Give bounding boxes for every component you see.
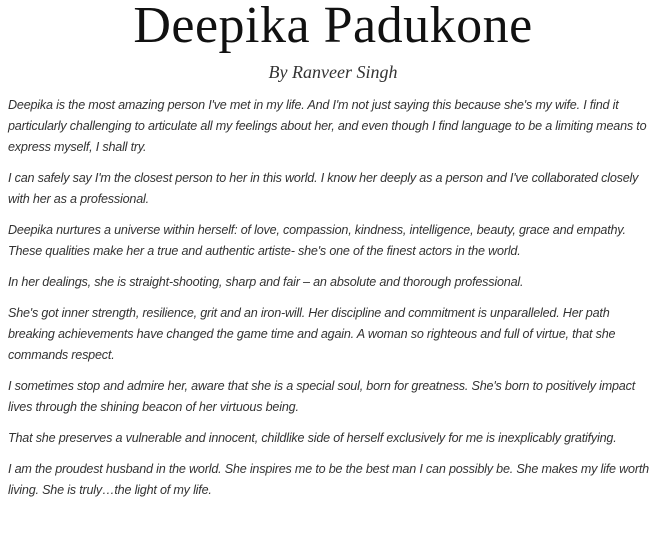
paragraph: I am the proudest husband in the world. She inspires me to be the best man I can possibly be. She makes my life worth living. She is truly…the light of my life. (8, 462, 649, 497)
paragraph: That she preserves a vulnerable and innocent, childlike side of herself exclusively for me is inexplicably gratifying. (8, 431, 617, 445)
byline: By Ranveer Singh (268, 62, 398, 82)
paragraph: I can safely say I'm the closest person to her in this world. I know her deeply as a person and I've collaborated closely with her as a professional. (8, 171, 639, 206)
paragraph: Deepika nurtures a universe within herself: of love, compassion, kindness, intelligence, beauty, grace and empathy. These qualities make her a true and authentic artiste- she's one of the finest actors in the world. (8, 223, 626, 258)
page-title: Deepika Padukone (133, 0, 533, 54)
paragraph: Deepika is the most amazing person I've met in my life. And I'm not just saying this because she's my wife. I find it particularly challenging to articulate all my feelings about her, and even though I find language to be a limiting means to express myself, I shall try. (8, 98, 647, 154)
article-body (8, 95, 658, 511)
paragraph: She's got inner strength, resilience, grit and an iron-will. Her discipline and commitment is unparalleled. Her path breaking achievements have changed the game time and again. A woman so righteous and full of virtue, that she commands respect. (8, 306, 616, 362)
paragraph: I sometimes stop and admire her, aware that she is a special soul, born for greatness. She's born to positively impact lives through the shining beacon of her virtuous being. (8, 379, 636, 414)
paragraph: In her dealings, she is straight-shooting, sharp and fair – an absolute and thorough professional. (8, 275, 524, 289)
